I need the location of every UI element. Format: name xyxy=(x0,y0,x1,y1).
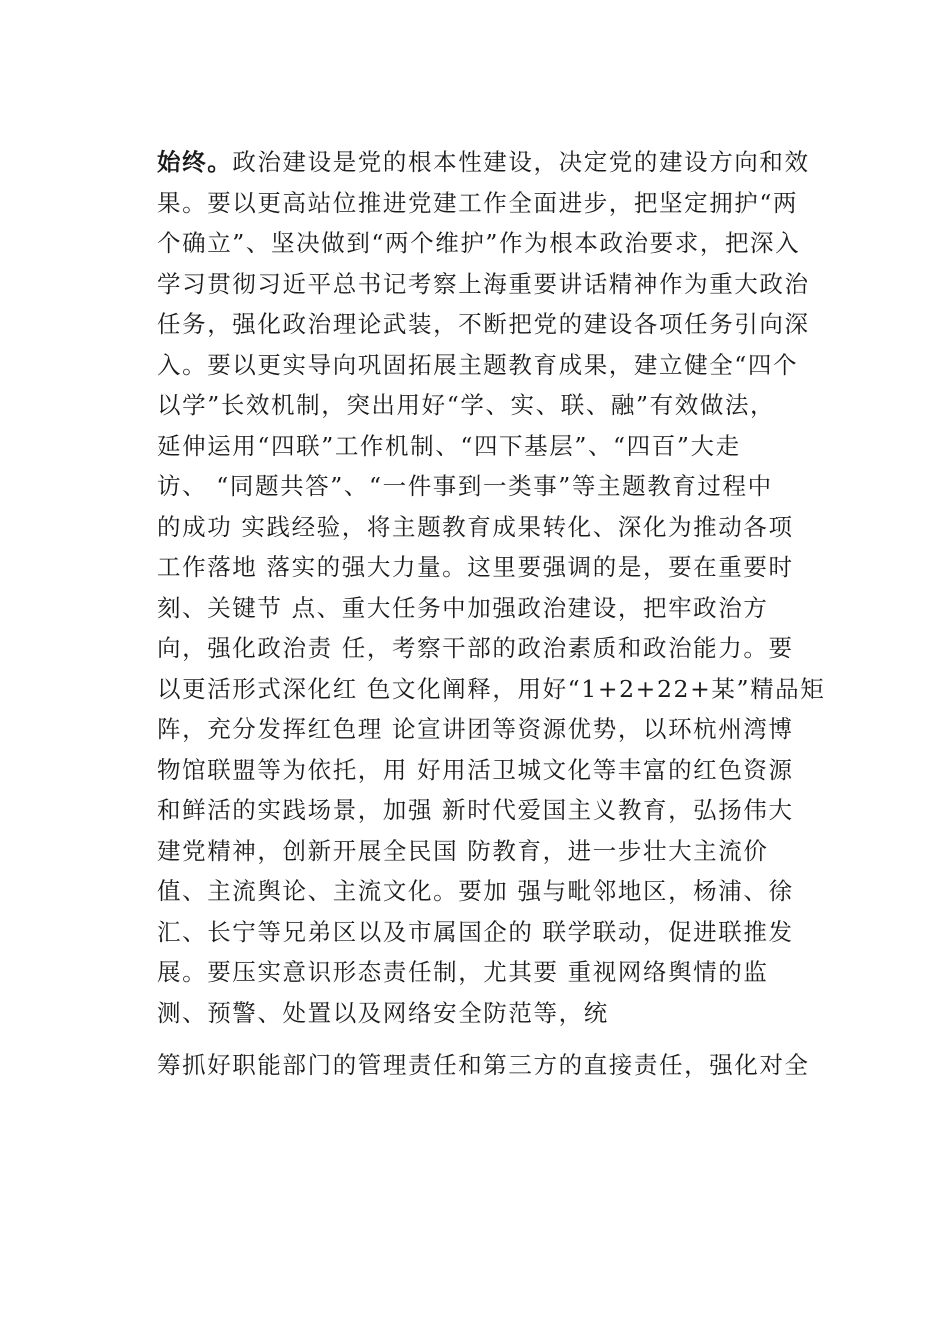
line-text: 政治建设是党的根本性建设，决定党的建设方向和效 xyxy=(232,148,810,176)
text-line: 汇、长宁等兄弟区以及市属国企的 联学联动，促进联推发 xyxy=(157,917,794,946)
text-line: 的成功 实践经验，将主题教育成果转化、深化为推动各项 xyxy=(157,512,794,541)
text-line: 测、预警、处置以及网络安全防范等，统 xyxy=(157,998,609,1027)
text-line: 展。要压实意识形态责任制，尤其要 重视网络舆情的监 xyxy=(157,958,769,986)
text-line: 任务，强化政治理论武装，不断把党的建设各项任务引向深 xyxy=(157,310,810,338)
text-line: 访、 “同题共答”、“一件事到一类事”等主题教育过程中 xyxy=(157,472,773,500)
text-line: 和鲜活的实践场景，加强 新时代爱国主义教育，弘扬伟大 xyxy=(157,796,794,824)
text-line: 个确立”、坚决做到“两个维护”作为根本政治要求，把深入 xyxy=(157,229,801,257)
text-line: 工作落地 落实的强大力量。这里要强调的是，要在重要时 xyxy=(157,553,794,581)
text-line: 学习贯彻习近平总书记考察上海重要讲话精神作为重大政治 xyxy=(157,269,810,298)
text-line: 建党精神，创新开展全民国 防教育，进一步壮大主流价 xyxy=(157,836,769,865)
text-line: 以更活形式深化红 色文化阐释，用好“1+2+22+某”精品矩 xyxy=(157,674,826,703)
text-line: 阵，充分发挥红色理 论宣讲团等资源优势，以环杭州湾博 xyxy=(157,715,794,743)
text-line: 向，强化政治责 任，考察干部的政治素质和政治能力。要 xyxy=(157,634,794,662)
body-text xyxy=(157,142,837,1086)
text-line: 入。要以更实导向巩固拓展主题教育成果，建立健全“四个 xyxy=(157,350,799,379)
continuation-line: 筹抓好职能部门的管理责任和第三方的直接责任，强化对全 xyxy=(157,1051,810,1079)
text-line: 刻、关键节 点、重大任务中加强政治建设，把牢政治方 xyxy=(157,593,769,622)
lead-phrase: 始终。 xyxy=(157,148,233,176)
text-line: 延伸运用“四联”工作机制、“四下基层”、“四百”大走 xyxy=(157,431,741,460)
text-line: 值、主流舆论、主流文化。要加 强与毗邻地区，杨浦、徐 xyxy=(157,877,794,905)
paragraph-gap xyxy=(157,1033,837,1045)
text-line: 果。要以更高站位推进党建工作全面进步，把坚定拥护“两 xyxy=(157,188,799,217)
text-line: 物馆联盟等为依托，用 好用活卫城文化等丰富的红色资源 xyxy=(157,755,794,784)
text-line: 以学”长效机制，突出用好“学、实、联、融”有效做法， xyxy=(157,391,776,419)
text-line xyxy=(157,142,837,183)
